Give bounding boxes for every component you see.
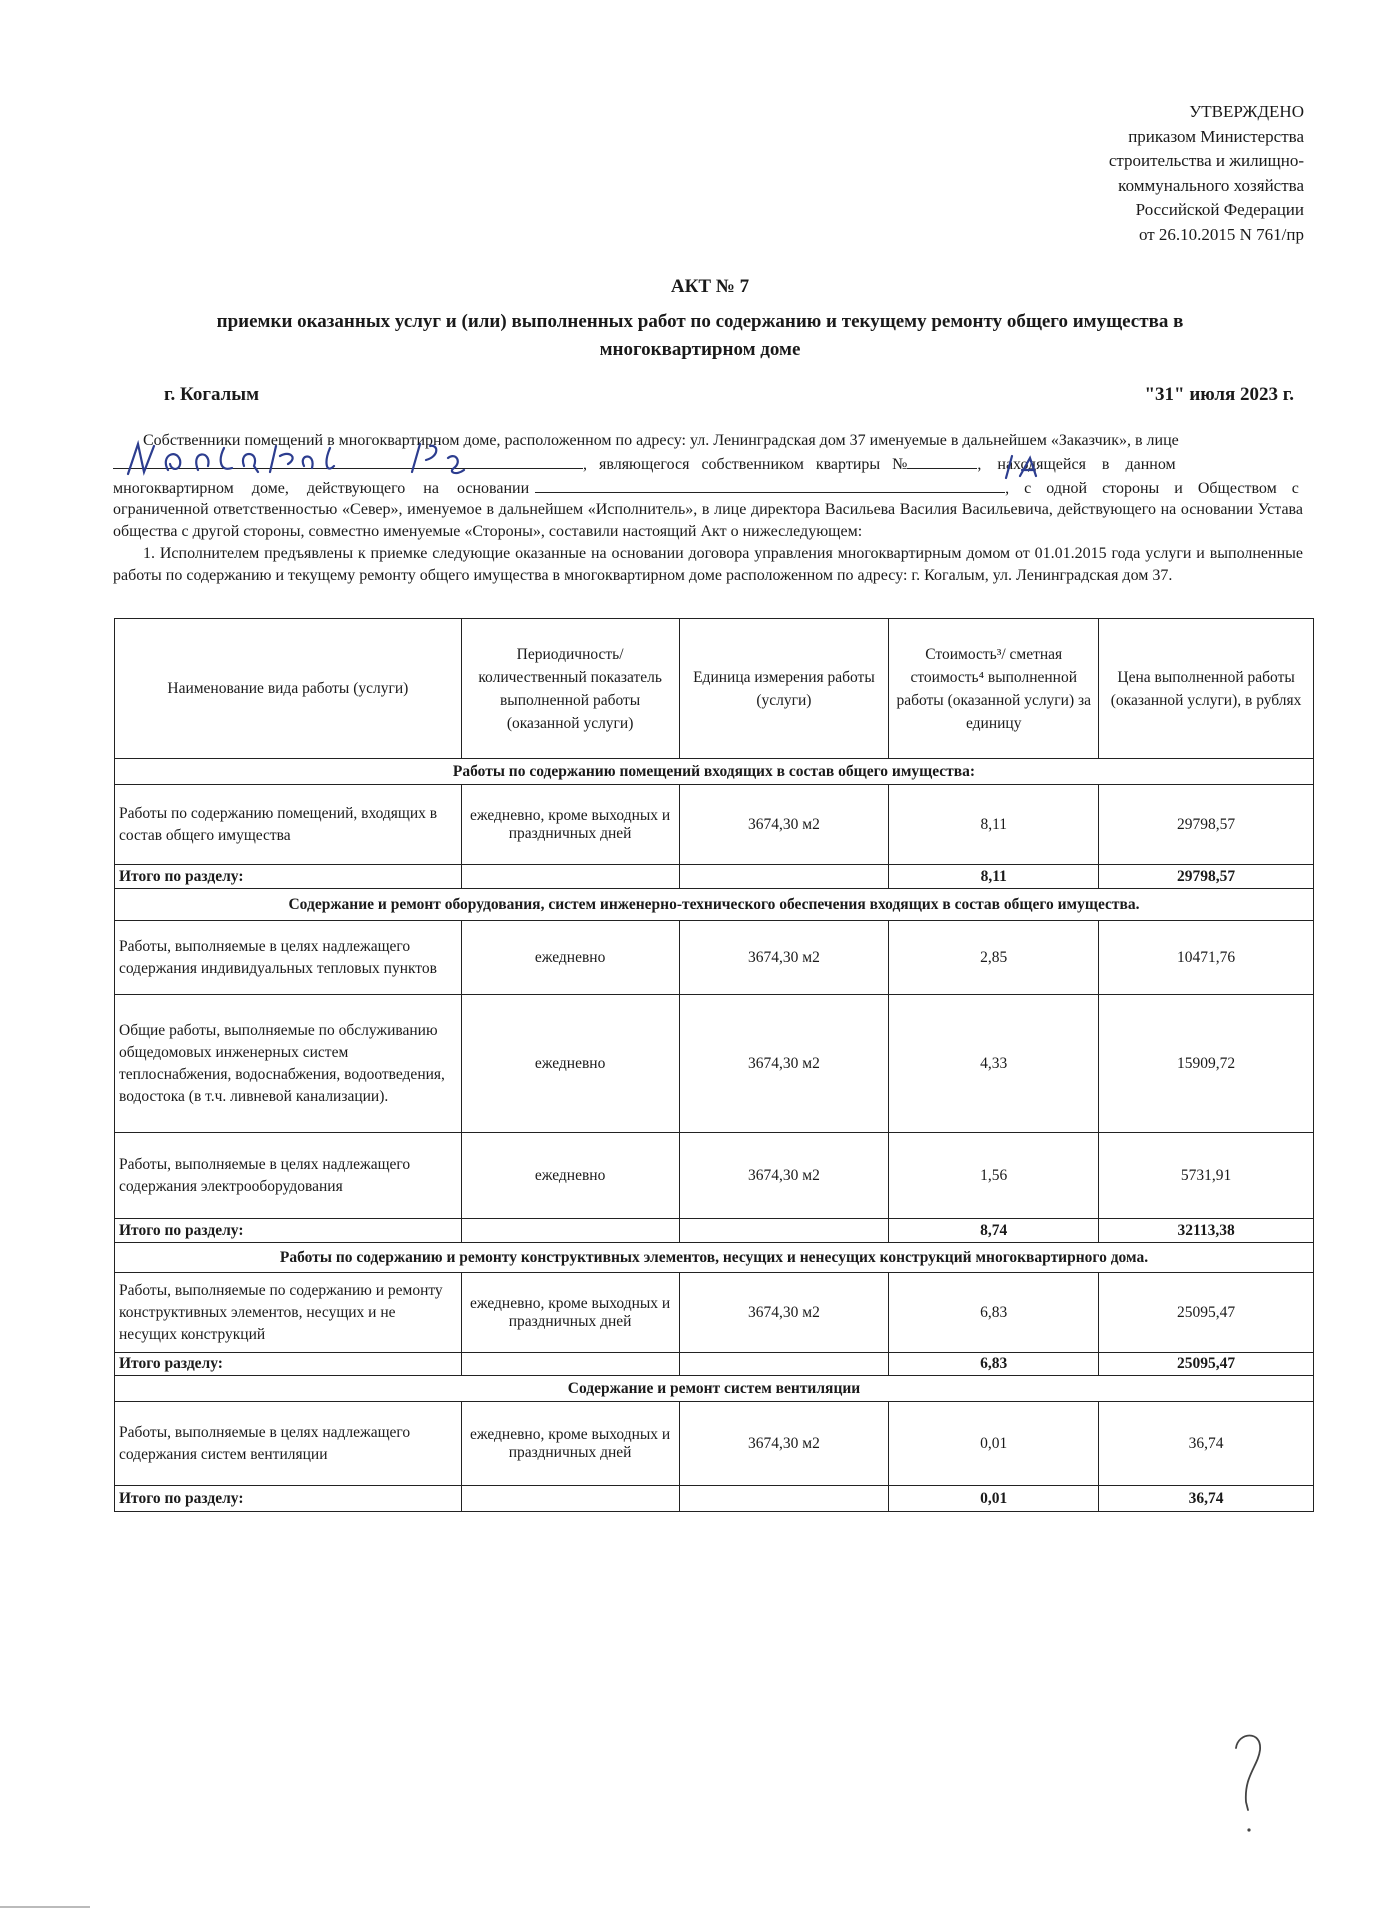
intro-part: , с одной стороны и Обществом с <box>1005 479 1299 497</box>
work-cost: 4,33 <box>889 995 1099 1133</box>
table-row <box>115 1273 1314 1353</box>
table-row <box>115 921 1314 995</box>
work-price: 15909,72 <box>1099 995 1314 1133</box>
act-date: "31" июля 2023 г. <box>1144 384 1294 405</box>
approval-line: строительства и жилищно- <box>1108 151 1304 170</box>
section-total-row <box>115 865 1314 889</box>
section-title: Работы по содержанию помещений входящих в состав общего имущества: <box>115 759 1314 785</box>
approval-stamp-text <box>884 100 1304 247</box>
section-title-row <box>115 1243 1314 1273</box>
total-price: 25095,47 <box>1099 1353 1314 1376</box>
basis-field[interactable] <box>535 476 1005 493</box>
intro-line-4 <box>113 499 1303 543</box>
section-title: Работы по содержанию и ремонту конструктивных элементов, несущих и ненесущих конструкций многоквартирного дома. <box>115 1243 1314 1273</box>
work-cost: 1,56 <box>889 1133 1099 1219</box>
intro-part: , являющегося собственником квартиры № <box>583 455 908 473</box>
table-row <box>115 785 1314 865</box>
table-row <box>115 1133 1314 1219</box>
work-period: ежедневно <box>461 1133 679 1219</box>
intro-part: , находящейся в данном <box>977 455 1176 473</box>
work-price: 29798,57 <box>1099 785 1314 865</box>
section-title-row <box>115 889 1314 921</box>
work-name: Работы, выполняемые по содержанию и ремонту конструктивных элементов, несущих и не несущих конструкций <box>115 1273 462 1353</box>
total-cost: 8,11 <box>889 865 1099 889</box>
work-price: 5731,91 <box>1099 1133 1314 1219</box>
section-total-row <box>115 1353 1314 1376</box>
work-price: 25095,47 <box>1099 1273 1314 1353</box>
work-cost: 2,85 <box>889 921 1099 995</box>
approval-line: от 26.10.2015 N 761/пр <box>1138 224 1304 244</box>
act-title: АКТ № 7 <box>670 276 750 297</box>
table-row <box>115 995 1314 1133</box>
total-label: Итого по разделу: <box>115 1219 462 1243</box>
total-price: 29798,57 <box>1099 865 1314 889</box>
total-cost: 6,83 <box>889 1353 1099 1376</box>
total-price: 36,74 <box>1099 1486 1314 1512</box>
work-unit: 3674,30 м2 <box>679 1133 889 1219</box>
work-price: 10471,76 <box>1099 921 1314 995</box>
section-title: Содержание и ремонт оборудования, систем инженерно-технического обеспечения входящих в состав общего имущества. <box>115 889 1314 921</box>
intro-part: Собственники помещений в многоквартирном доме, расположенном по адресу: ул. Ленинградская дом 37 именуемые в дальнейшем «Заказчик», в лице <box>143 432 1179 449</box>
total-label: Итого разделу: <box>115 1353 462 1376</box>
handwritten-signature-icon <box>120 436 500 480</box>
work-unit: 3674,30 м2 <box>679 1273 889 1353</box>
total-label: Итого по разделу: <box>115 865 462 889</box>
work-period: ежедневно, кроме выходных и праздничных дней <box>461 1402 679 1486</box>
approval-line: Российской Федерации <box>1135 200 1304 219</box>
work-period: ежедневно, кроме выходных и праздничных дней <box>461 1273 679 1353</box>
work-cost: 8,11 <box>889 785 1099 865</box>
work-unit: 3674,30 м2 <box>679 995 889 1133</box>
section-total-row <box>115 1219 1314 1243</box>
approval-line: коммунального хозяйства <box>1118 175 1304 195</box>
section-title: Содержание и ремонт систем вентиляции <box>115 1376 1314 1402</box>
total-cost: 8,74 <box>889 1219 1099 1243</box>
work-unit: 3674,30 м2 <box>679 921 889 995</box>
work-cost: 6,83 <box>889 1273 1099 1353</box>
total-cost: 0,01 <box>889 1486 1099 1512</box>
header-cell: Периодичность/ количественный показатель выполненной работы (оказанной услуги) <box>461 619 679 759</box>
intro-part: ограниченной ответственностью «Север», именуемое в дальнейшем «Исполнитель», в лице директора Васильева Василия Васильевича, действующего на основании Устава общества с другой стороны, совместно именуемые «Стороны», составили настоящий Акт о нижеследующем: <box>113 501 1303 541</box>
scan-edge-mark <box>0 1906 90 1908</box>
intro-part: 1. Исполнителем предъявлены к приемке следующие оказанные на основании договора управления многоквартирным домом от 01.01.2015 года услуги и выполненные работы по содержанию и текущему ремонту общего имущества в многоквартирном доме расположенном по адресу: г. Когалым, ул. Ленинградская дом 37. <box>113 544 1303 584</box>
work-name: Работы, выполняемые в целях надлежащего содержания индивидуальных тепловых пунктов <box>115 921 462 995</box>
approval-line: УТВЕРЖДЕНО <box>1189 102 1304 121</box>
work-name: Работы, выполняемые в целях надлежащего содержания электрооборудования <box>115 1133 462 1219</box>
section-total-row <box>115 1486 1314 1512</box>
work-unit: 3674,30 м2 <box>679 1402 889 1486</box>
intro-part: многоквартирном доме, действующего на основании <box>113 479 530 497</box>
total-label: Итого по разделу: <box>115 1486 462 1512</box>
act-subtitle: приемки оказанных услуг и (или) выполненных работ по содержанию и текущему ремонту общего имущества в многоквартирном доме <box>216 311 1184 360</box>
handwritten-apartment-number-icon <box>1000 452 1050 482</box>
work-price: 36,74 <box>1099 1402 1314 1486</box>
act-city: г. Когалым <box>164 384 260 405</box>
table-row <box>115 1402 1314 1486</box>
work-period: ежедневно <box>461 921 679 995</box>
total-price: 32113,38 <box>1099 1219 1314 1243</box>
work-cost: 0,01 <box>889 1402 1099 1486</box>
work-name: Общие работы, выполняемые по обслуживанию общедомовых инженерных систем теплоснабжения, водоснабжения, водоотведения, водостока (в т.ч. ливневой канализации). <box>115 995 462 1133</box>
work-period: ежедневно, кроме выходных и праздничных дней <box>461 785 679 865</box>
works-table <box>114 618 1314 1512</box>
intro-paragraph-2 <box>113 543 1303 587</box>
work-name: Работы по содержанию помещений, входящих в состав общего имущества <box>115 785 462 865</box>
apartment-number-field[interactable] <box>907 452 977 469</box>
header-cell: Единица измерения работы (услуги) <box>679 619 889 759</box>
section-title-row <box>115 759 1314 785</box>
table-header-row <box>115 619 1314 759</box>
work-name: Работы, выполняемые в целях надлежащего содержания систем вентиляции <box>115 1402 462 1486</box>
handwritten-question-mark-icon <box>1228 1726 1268 1836</box>
header-cell: Стоимость³/ сметная стоимость⁴ выполненной работы (оказанной услуги) за единицу <box>889 619 1099 759</box>
work-period: ежедневно <box>461 995 679 1133</box>
approval-line: приказом Министерства <box>1128 126 1304 146</box>
header-cell: Цена выполненной работы (оказанной услуги), в рублях <box>1099 619 1314 759</box>
section-title-row <box>115 1376 1314 1402</box>
work-unit: 3674,30 м2 <box>679 785 889 865</box>
header-cell: Наименование вида работы (услуги) <box>115 619 462 759</box>
